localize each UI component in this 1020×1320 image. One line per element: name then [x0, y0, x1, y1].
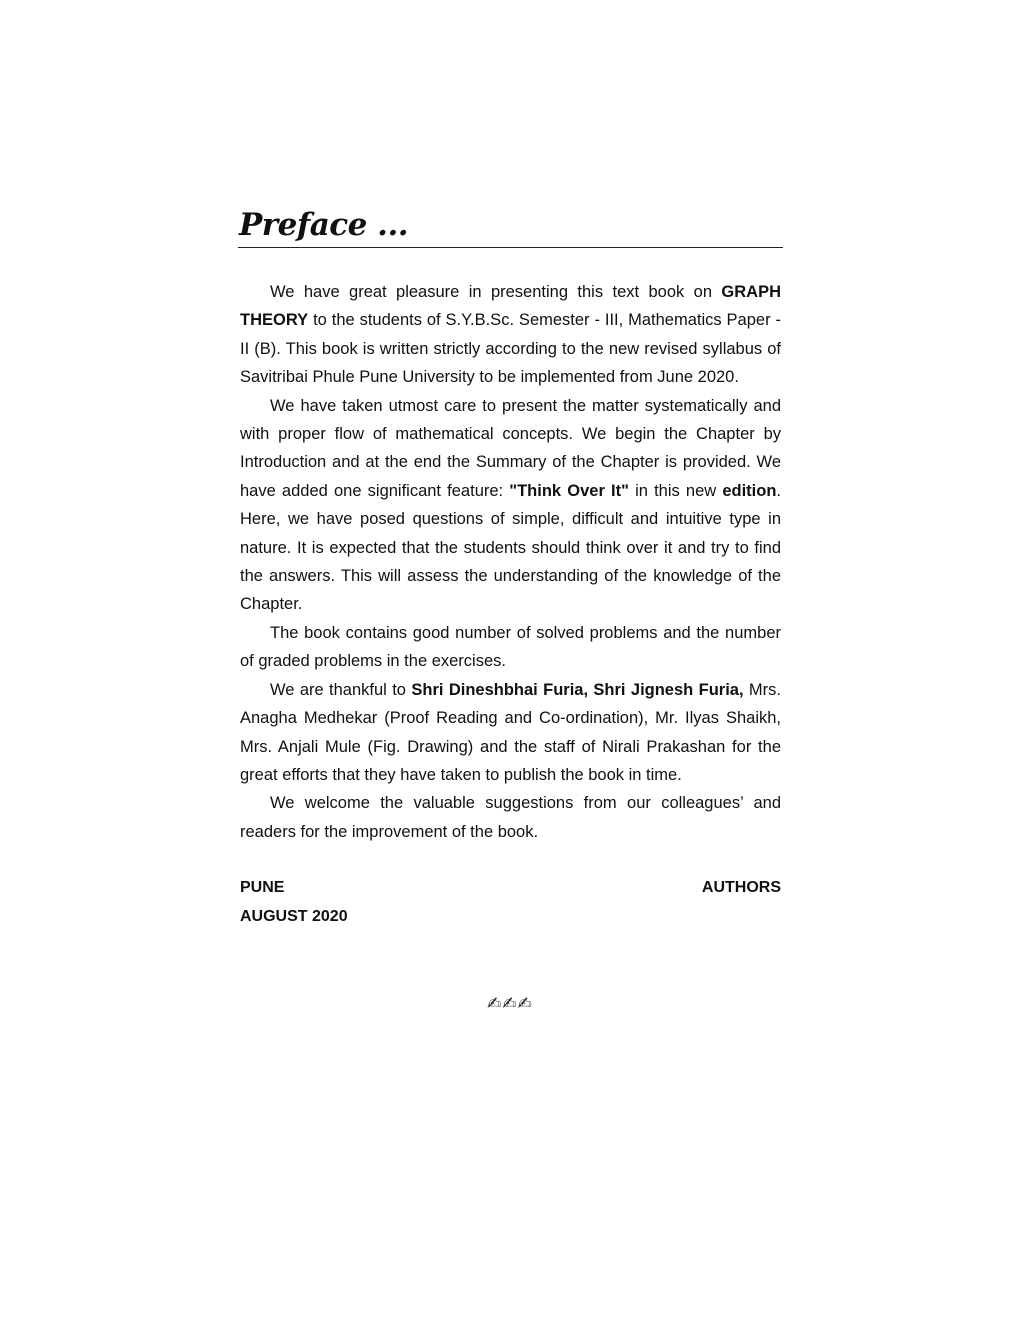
paragraph-text: We have taken utmost care to present the matter systematically and with proper flow of mathematical concepts. We begin the Chapter by Introduction and at the end the Summary of the Chapter is provided. We have added one significant feature:	[240, 396, 781, 500]
signature-date: AUGUST 2020	[240, 907, 348, 925]
paragraph-text: We welcome the valuable suggestions from our colleagues’ and readers for the improvement of the book.	[240, 794, 781, 841]
writing-hand-icon: ✍✍✍	[487, 994, 533, 1014]
paragraph-text: We have great pleasure in presenting this text book on	[270, 283, 722, 301]
paragraph-text: . Here, we have posed questions of simple, difficult and intuitive type in nature. It is expected that the students should think over it and try to find the answers. This will assess the understanding of the knowledge of the Chapter.	[240, 481, 781, 614]
paragraph-text: The book contains good number of solved problems and the number of graded problems in the exercises.	[240, 623, 781, 671]
preface-page	[238, 205, 783, 931]
feature-name: "Think Over It"	[509, 481, 629, 500]
paragraph-text: to the students of S.Y.B.Sc. Semester - III, Mathematics Paper - II (B). This book is written strictly according to the new revised syllabus of Savitribai Phule Pune University to be implemented from June 2020.	[240, 311, 781, 387]
paragraph-intro	[240, 278, 781, 392]
paragraph-suggestions	[240, 789, 781, 846]
signature-authors: AUTHORS	[701, 879, 781, 897]
paragraph-text: Mrs. Anagha Medhekar (Proof Reading and Co-ordination), Mr. Ilyas Shaikh, Mrs. Anjali Mule (Fig. Drawing) and the staff of Nirali Prakashan for the great efforts that they have taken to publish the book in time.	[240, 680, 781, 784]
paragraph-approach	[240, 392, 781, 619]
signature-place: PUNE	[240, 879, 285, 897]
edition-word: edition	[722, 481, 777, 500]
acknowledged-names: Shri Dineshbhai Furia, Shri Jignesh Furia,	[411, 680, 744, 699]
signature-block	[238, 874, 781, 931]
paragraph-text: We are thankful to	[270, 680, 412, 699]
preface-body	[238, 278, 781, 846]
paragraph-text: in this new	[628, 481, 723, 500]
signature-row	[240, 874, 781, 902]
paragraph-contents	[240, 619, 781, 676]
book-subject: GRAPH THEORY	[240, 283, 781, 330]
page-title: Preface ...	[238, 205, 783, 248]
paragraph-acknowledgements	[240, 676, 781, 790]
